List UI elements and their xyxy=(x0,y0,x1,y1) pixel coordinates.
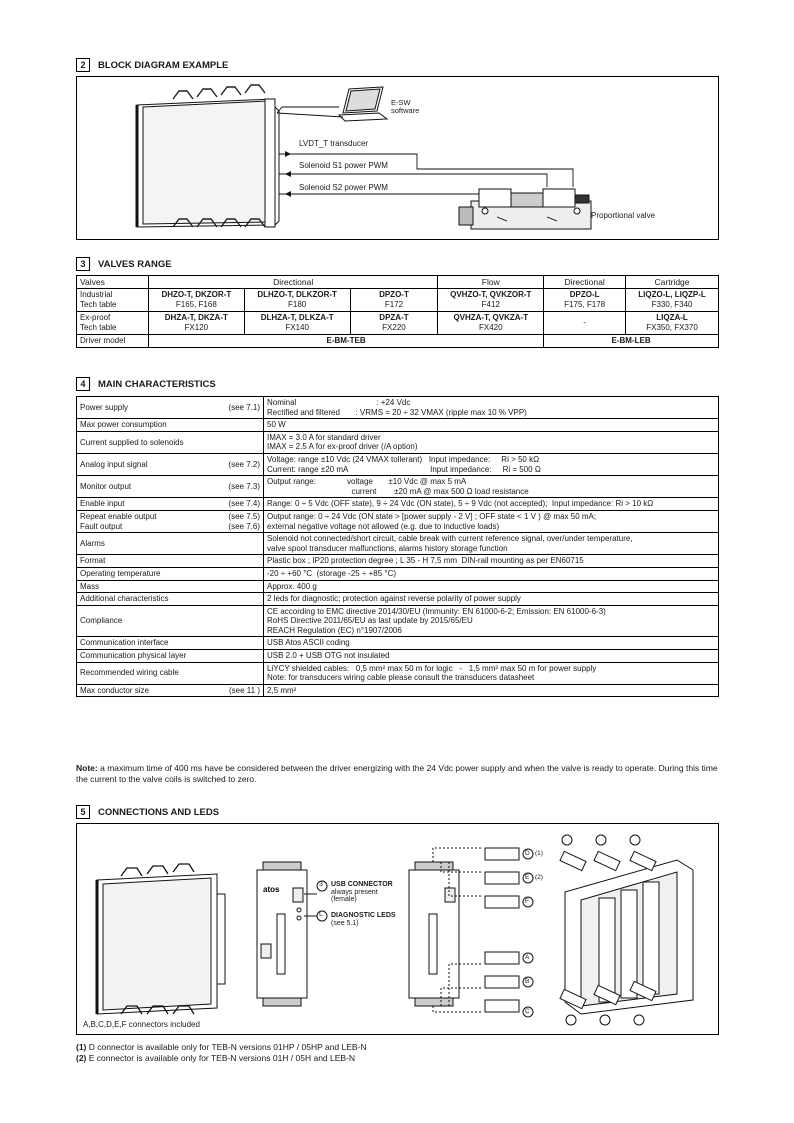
characteristic-label: Fault output xyxy=(80,521,123,531)
row-label-driver: Driver model xyxy=(77,335,149,348)
connections-frame xyxy=(76,823,719,1035)
value-line: 50 W xyxy=(267,420,286,430)
table-header-cell: Flow xyxy=(438,276,544,289)
characteristic-value xyxy=(264,476,719,498)
table-row xyxy=(77,567,719,580)
characteristic-name xyxy=(77,567,264,580)
table-row xyxy=(77,419,719,432)
block-diagram-frame xyxy=(76,76,719,240)
characteristic-value xyxy=(264,397,719,419)
characteristic-ref: (see 7.3) xyxy=(228,481,260,491)
row-label-exproof: Ex-proof Tech table xyxy=(77,312,149,335)
main-characteristics-table xyxy=(76,396,719,697)
lvdt-transducer-label: LVDT_T transducer xyxy=(299,139,369,148)
driver-leb-cell: E-BM-LEB xyxy=(544,335,719,348)
characteristic-value xyxy=(264,498,719,511)
characteristic-label: Mass xyxy=(80,581,100,591)
value-line: IMAX = 2.5 A for ex-proof driver (/A option) xyxy=(267,442,418,452)
laptop-icon xyxy=(339,87,387,121)
characteristic-value xyxy=(264,580,719,593)
characteristic-name xyxy=(77,580,264,593)
value-line: Nominal : +24 Vdc xyxy=(267,398,411,407)
characteristic-label: Monitor output xyxy=(80,481,132,491)
characteristic-value xyxy=(264,510,719,532)
driver-side-view xyxy=(97,864,225,1014)
driver-teb-cell: E-BM-TEB xyxy=(148,335,543,348)
table-row xyxy=(77,498,719,511)
value-line: current ±20 mA @ max 500 Ω load resistance xyxy=(267,486,529,496)
table-cell: DPZA-T FX220 xyxy=(350,312,438,335)
characteristic-label: Repeat enable output xyxy=(80,511,157,521)
value-line: REACH Regulation (EC) n°1907/2006 xyxy=(267,625,402,635)
characteristic-label: Additional characteristics xyxy=(80,594,169,604)
value-line: Solenoid not connected/short circuit, cable break with current reference signal, over/under temperature, xyxy=(267,534,633,544)
value-line: CE according to EMC directive 2014/30/EU (Immunity: EN 61000-6-2; Emission: EN 61000-6-3) xyxy=(267,606,606,616)
footnote-ref-1: (1) xyxy=(535,850,543,857)
proportional-valve-drawing xyxy=(459,189,591,229)
table-header-cell: Valves xyxy=(77,276,149,289)
value-line: IMAX = 3.0 A for standard driver xyxy=(267,432,381,442)
table-cell: DPZO-T F172 xyxy=(350,289,438,312)
value-line: external negative voltage not allowed (e.g. due to inductive loads) xyxy=(267,521,500,531)
characteristic-name xyxy=(77,650,264,663)
value-line: Rectified and filtered : VRMS = 20 ÷ 32 VMAX (ripple max 10 % VPP) xyxy=(267,407,527,417)
characteristic-name xyxy=(77,397,264,419)
table-cell: LIQZA-L FX350, FX370 xyxy=(626,312,719,335)
section-title: BLOCK DIAGRAM EXAMPLE xyxy=(98,59,229,71)
solenoid-s1-label: Solenoid S1 power PWM xyxy=(299,161,388,170)
section-2-header xyxy=(76,58,228,72)
value-line: Output range: voltage ±10 Vdc @ max 5 mA xyxy=(267,477,467,487)
characteristic-label: Operating temperature xyxy=(80,568,161,578)
value-line: RoHS Directive 2011/65/EU as last update by 2015/65/EU xyxy=(267,616,473,626)
characteristic-value xyxy=(264,419,719,432)
characteristic-value xyxy=(264,453,719,475)
characteristic-name xyxy=(77,419,264,432)
characteristic-ref: (see 7.2) xyxy=(228,459,260,469)
timing-note: Note: a maximum time of 400 ms have be considered between the driver energizing with the 24 Vdc power supply and when the valve is ready to operate. During this time the current to the valve coils is switched to zero. xyxy=(76,763,718,784)
value-line: USB Atos ASCII coding xyxy=(267,638,350,648)
characteristic-name xyxy=(77,593,264,606)
section-3-header xyxy=(76,257,172,271)
characteristic-label: Analog input signal xyxy=(80,459,148,469)
characteristic-name xyxy=(77,498,264,511)
connector-F-label: F xyxy=(525,898,529,905)
connector-B-label: B xyxy=(525,978,530,985)
callout-3-text: 3 xyxy=(319,881,323,888)
value-line: Range: 0 ÷ 5 Vdc (OFF state), 9 ÷ 24 Vdc (ON state), 5 ÷ 9 Vdc (not accepted); Input impedance: Ri > 10 kΩ xyxy=(267,499,654,509)
table-cell: DLHZA-T, DLKZA-T FX140 xyxy=(244,312,350,335)
value-line: USB 2.0 + USB OTG not insulated xyxy=(267,651,390,661)
characteristic-name xyxy=(77,510,264,532)
table-header-row xyxy=(77,276,719,289)
esw-software-label: E-SW software xyxy=(391,98,420,115)
section-number: 4 xyxy=(76,377,90,391)
diagnostic-leds-label: DIAGNOSTIC LEDS (see 5.1) xyxy=(331,912,396,927)
table-row xyxy=(77,510,719,532)
solenoid-s2-label: Solenoid S2 power PWM xyxy=(299,183,388,192)
connector-D-label: D xyxy=(525,850,530,857)
table-row xyxy=(77,555,719,568)
characteristic-label: Compliance xyxy=(80,616,123,626)
section-title: VALVES RANGE xyxy=(98,258,172,270)
characteristic-ref: (see 11 ) xyxy=(229,685,260,695)
characteristic-label: Communication interface xyxy=(80,638,169,648)
valves-range-table xyxy=(76,275,719,348)
callout-L-text: L xyxy=(319,911,323,918)
characteristic-name xyxy=(77,555,264,568)
table-row xyxy=(77,684,719,697)
table-cell: DHZA-T, DKZA-T FX120 xyxy=(148,312,244,335)
table-cell: DPZO-L F175, F178 xyxy=(544,289,626,312)
value-line: valve spool transducer malfunctions, alarms history storage function xyxy=(267,543,508,553)
table-row xyxy=(77,289,719,312)
characteristic-value xyxy=(264,650,719,663)
table-cell: QVHZA-T, QVKZA-T FX420 xyxy=(438,312,544,335)
driver-module-drawing xyxy=(137,85,279,227)
table-cell: DHZO-T, DKZOR-T F165, F168 xyxy=(148,289,244,312)
table-row xyxy=(77,312,719,335)
value-line: 2,5 mm² xyxy=(267,685,297,695)
characteristic-ref: (see 7.4) xyxy=(228,499,260,509)
brand-logo-text: atos xyxy=(263,885,280,894)
characteristic-ref: (see 7.1) xyxy=(228,402,260,412)
table-cell: QVHZO-T, QVKZOR-T F412 xyxy=(438,289,544,312)
characteristic-value xyxy=(264,605,719,637)
section-number: 2 xyxy=(76,58,90,72)
value-line: Plastic box ; IP20 protection degree ; L 35 - H 7,5 mm DIN-rail mounting as per EN60715 xyxy=(267,556,584,566)
characteristic-label: Enable input xyxy=(80,499,125,509)
connector-E-label: E xyxy=(525,874,530,881)
table-row xyxy=(77,593,719,606)
value-line: -20 ÷ +60 °C (storage -25 ÷ +85 °C) xyxy=(267,568,397,578)
table-row xyxy=(77,533,719,555)
characteristic-label: Alarms xyxy=(80,538,105,548)
section-title: MAIN CHARACTERISTICS xyxy=(98,378,216,390)
characteristic-value xyxy=(264,637,719,650)
value-line: LiYCY shielded cables: 0,5 mm² max 50 m for logic - 1,5 mm² max 50 m for power supply xyxy=(267,663,597,673)
table-row xyxy=(77,650,719,663)
footnote-ref-2: (2) xyxy=(535,874,543,881)
connectors-included-label: A,B,C,D,E,F connectors included xyxy=(83,1020,200,1029)
table-row xyxy=(77,580,719,593)
section-4-header xyxy=(76,377,216,391)
section-title: CONNECTIONS AND LEDS xyxy=(98,806,220,818)
table-header-cell: Cartridge xyxy=(626,276,719,289)
table-row xyxy=(77,605,719,637)
table-row xyxy=(77,662,719,684)
table-row xyxy=(77,637,719,650)
characteristic-value xyxy=(264,431,719,453)
table-cell: LIQZO-L, LIQZP-L F330, F340 xyxy=(626,289,719,312)
characteristic-label: Power supply xyxy=(80,402,129,412)
driver-front-view-connectors xyxy=(409,862,459,1006)
connector-C-label: C xyxy=(525,1008,530,1015)
characteristic-label: Current supplied to solenoids xyxy=(80,437,184,447)
driver-perspective-view xyxy=(565,860,693,1014)
footnote-2: (2) E connector is available only for TEB-N versions 01H / 05H and LEB-N xyxy=(76,1053,356,1063)
section-5-header xyxy=(76,805,219,819)
usb-connector-label: USB CONNECTOR always present (female) xyxy=(331,881,393,903)
characteristic-label: Max conductor size xyxy=(80,685,149,695)
proportional-valve-label: Proportional valve xyxy=(591,211,656,220)
characteristic-value xyxy=(264,684,719,697)
characteristic-value xyxy=(264,662,719,684)
characteristic-name xyxy=(77,453,264,475)
table-cell: - xyxy=(544,312,626,335)
characteristic-name xyxy=(77,637,264,650)
characteristic-ref: (see 7.6) xyxy=(228,521,260,531)
connector-A-label: A xyxy=(525,954,530,961)
value-line: Output range: 0 ÷ 24 Vdc (ON state > [power supply - 2 V] ; OFF state < 1 V ) @ max 50 mA; xyxy=(267,511,597,521)
characteristic-value xyxy=(264,555,719,568)
table-row xyxy=(77,453,719,475)
value-line: 2 leds for diagnostic; protection against reverse polarity of power supply xyxy=(267,594,521,604)
value-line: Current: range ±20 mA Input impedance: Ri = 500 Ω xyxy=(267,464,541,474)
characteristic-value xyxy=(264,533,719,555)
characteristic-label: Max power consumption xyxy=(80,420,167,430)
value-line: Approx. 400 g xyxy=(267,581,317,591)
table-row xyxy=(77,335,719,348)
characteristic-label: Recommended wiring cable xyxy=(80,668,179,678)
characteristic-name xyxy=(77,662,264,684)
characteristic-name xyxy=(77,431,264,453)
value-line: Note: for transducers wiring cable please consult the transducers datasheet xyxy=(267,673,535,683)
characteristic-label: Format xyxy=(80,556,106,566)
characteristic-value xyxy=(264,593,719,606)
footnote-1: (1) D connector is available only for TEB-N versions 01HP / 05HP and LEB-N xyxy=(76,1042,367,1052)
table-cell: DLHZO-T, DLKZOR-T F180 xyxy=(244,289,350,312)
characteristic-name xyxy=(77,684,264,697)
characteristic-name xyxy=(77,533,264,555)
characteristic-ref: (see 7.5) xyxy=(228,511,260,521)
row-label-industrial: Industrial Tech table xyxy=(77,289,149,312)
characteristic-name xyxy=(77,605,264,637)
characteristics-body xyxy=(77,397,719,697)
table-row xyxy=(77,476,719,498)
section-number: 3 xyxy=(76,257,90,271)
section-number: 5 xyxy=(76,805,90,819)
characteristic-value xyxy=(264,567,719,580)
value-line: Voltage: range ±10 Vdc (24 VMAX tollerant) Input impedance: Ri > 50 kΩ xyxy=(267,454,540,464)
connections-drawing xyxy=(77,824,718,1034)
characteristic-label: Communication physical layer xyxy=(80,651,187,661)
table-header-cell: Directional xyxy=(544,276,626,289)
terminal-connectors xyxy=(485,848,519,1012)
table-header-cell: Directional xyxy=(148,276,437,289)
characteristic-name xyxy=(77,476,264,498)
table-row xyxy=(77,397,719,419)
table-row xyxy=(77,431,719,453)
driver-front-view xyxy=(257,862,307,1006)
